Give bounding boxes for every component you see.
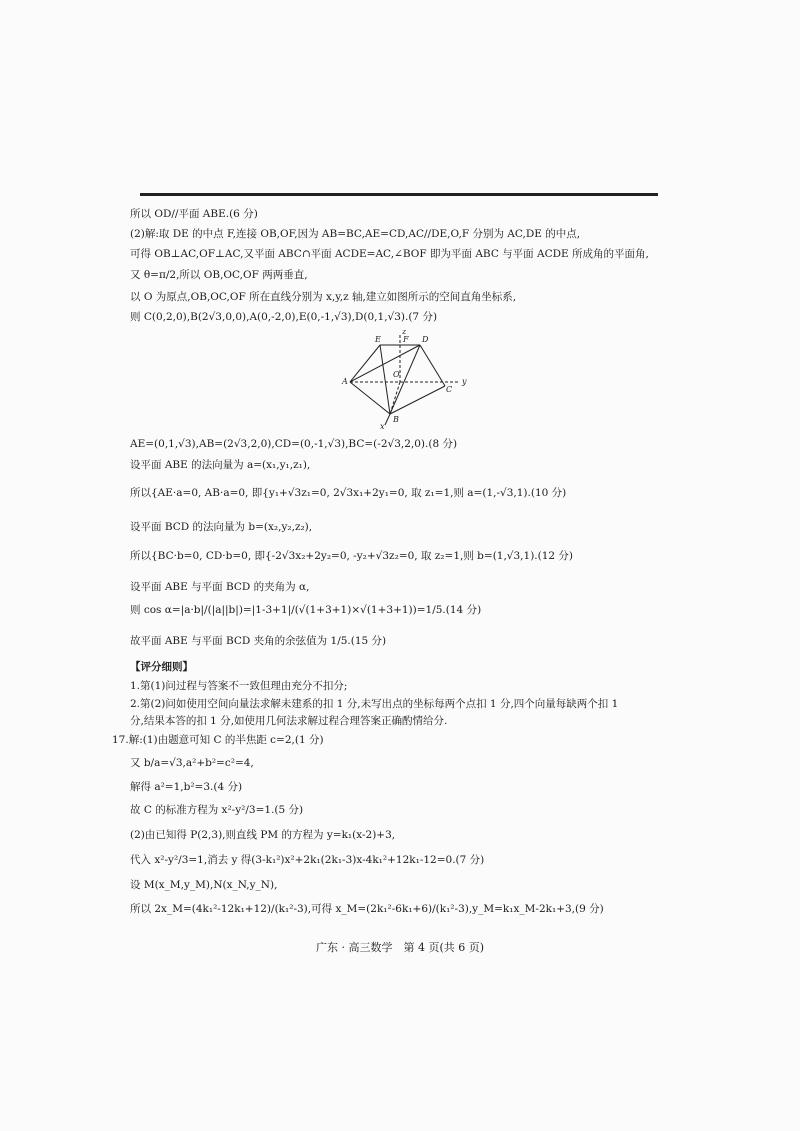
text-line: 则 cos α=|a·b|/(|a||b|)=|1-3+1|/(√(1+3+1)×√(1+3+1))=1/5.(14 分)	[130, 604, 482, 616]
diagram-label: C	[446, 385, 453, 394]
text-line: 设 M(x_M,y_M),N(x_N,y_N),	[130, 879, 278, 891]
diagram-label: O	[393, 370, 400, 379]
text-line: 又 θ=π/2,所以 OB,OC,OF 两两垂直,	[130, 269, 308, 281]
text-line: 以 O 为原点,OB,OC,OF 所在直线分别为 x,y,z 轴,建立如图所示的空间直角坐标系,	[130, 291, 517, 303]
geometry-diagram	[340, 330, 480, 430]
text-line: 分,结果本答的扣 1 分,如使用几何法求解过程合理答案正确酌情给分.	[130, 715, 448, 727]
text-line: 解得 a²=1,b²=3.(4 分)	[130, 781, 243, 793]
text-line: 设平面 BCD 的法向量为 b=(x₂,y₂,z₂),	[130, 521, 313, 533]
page-footer: 广东 · 高三数学 第 4 页(共 6 页)	[315, 941, 485, 954]
text-line: 所以{AE·a=0, AB·a=0, 即{y₁+√3z₁=0, 2√3x₁+2y₁=0, 取 z₁=1,则 a=(1,-√3,1).(10 分)	[130, 487, 567, 499]
text-line: 又 b/a=√3,a²+b²=c²=4,	[130, 757, 254, 769]
text-line: 2.第(2)问如使用空间向量法求解未建系的扣 1 分,未写出点的坐标每两个点扣 1 分,四个向量每缺两个扣 1	[130, 698, 619, 710]
diagram-label: F	[403, 335, 409, 344]
section-heading: 【评分细则】	[130, 661, 193, 673]
text-line: 所以{BC·b=0, CD·b=0, 即{-2√3x₂+2y₂=0, -y₂+√3z₂=0, 取 z₂=1,则 b=(1,√3,1).(12 分)	[130, 550, 574, 562]
diagram-label: A	[342, 377, 348, 386]
diagram-label: y	[462, 377, 467, 386]
text-line: 则 C(0,2,0),B(2√3,0,0),A(0,-2,0),E(0,-1,√3),D(0,1,√3).(7 分)	[130, 311, 438, 323]
text-line: 所以 OD//平面 ABE.(6 分)	[130, 208, 258, 220]
text-line: 设平面 ABE 的法向量为 a=(x₁,y₁,z₁),	[130, 459, 311, 471]
diagram-label: E	[375, 335, 381, 344]
text-line: 故平面 ABE 与平面 BCD 夹角的余弦值为 1/5.(15 分)	[130, 635, 387, 647]
text-line: (2)解:取 DE 的中点 F,连接 OB,OF,因为 AB=BC,AE=CD,AC//DE,O,F 分别为 AC,DE 的中点,	[130, 228, 581, 240]
header-rule	[140, 193, 658, 196]
diagram-label: x	[380, 422, 385, 430]
diagram-label: z	[402, 330, 407, 336]
text-line: 设平面 ABE 与平面 BCD 的夹角为 α,	[130, 581, 310, 593]
text-line: 1.第(1)问过程与答案不一致但理由充分不扣分;	[130, 680, 348, 692]
text-line: 可得 OB⊥AC,OF⊥AC,又平面 ABC∩平面 ACDE=AC,∠BOF 即为平面 ABC 与平面 ACDE 所成角的平面角,	[130, 248, 649, 260]
diagram-label: B	[393, 415, 399, 424]
text-line: 故 C 的标准方程为 x²-y²/3=1.(5 分)	[130, 804, 304, 816]
text-line: 代入 x²-y²/3=1,消去 y 得(3-k₁²)x²+2k₁(2k₁-3)x-4k₁²+12k₁-12=0.(7 分)	[130, 854, 485, 866]
text-line: 所以 2x_M=(4k₁²-12k₁+12)/(k₁²-3),可得 x_M=(2k₁²-6k₁+6)/(k₁²-3),y_M=k₁x_M-2k₁+3,(9 分)	[130, 903, 604, 915]
question-line: 17.解:(1)由题意可知 C 的半焦距 c=2,(1 分)	[112, 734, 324, 746]
diagram-label: D	[422, 335, 429, 344]
text-line: (2)由已知得 P(2,3),则直线 PM 的方程为 y=k₁(x-2)+3,	[130, 829, 396, 841]
text-line: AE=(0,1,√3),AB=(2√3,2,0),CD=(0,-1,√3),BC=(-2√3,2,0).(8 分)	[130, 438, 458, 450]
